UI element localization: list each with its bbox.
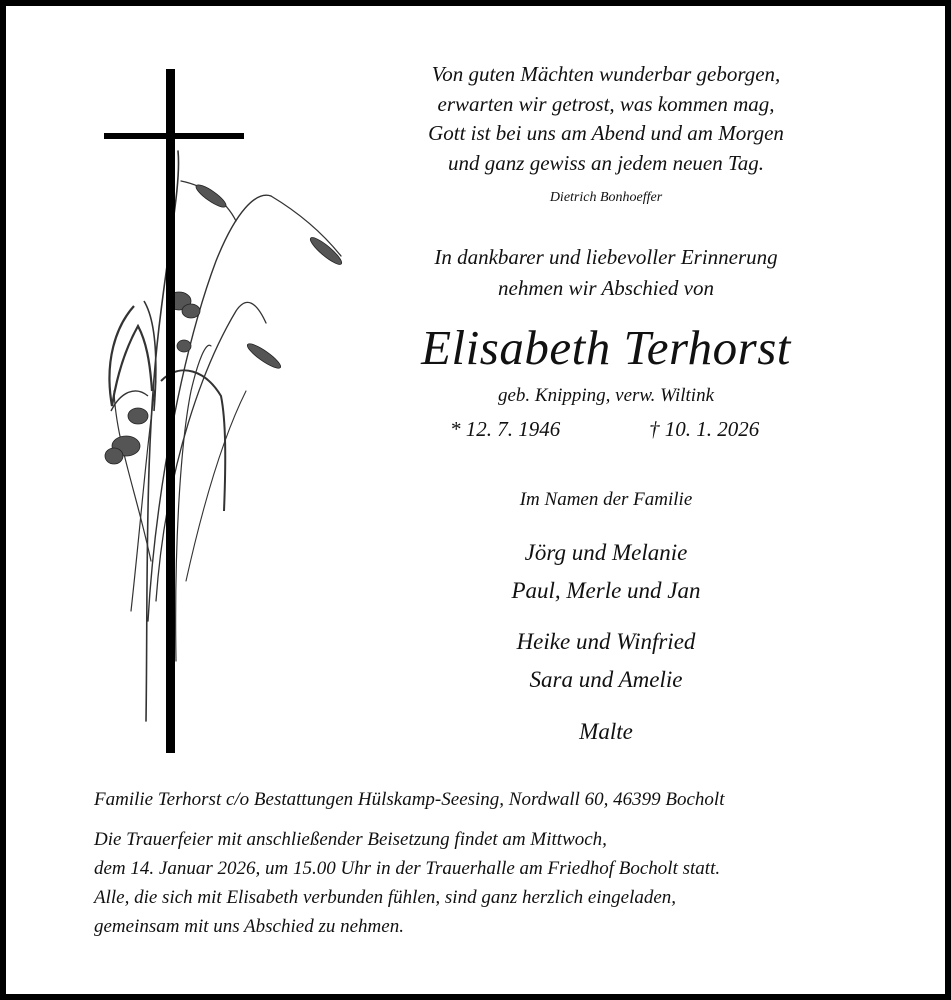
grain-stalks: [114, 151, 341, 721]
family-member-line: Paul, Merle und Jan: [511, 578, 701, 603]
remembrance-text: [376, 242, 836, 304]
poem: [376, 60, 836, 178]
family-group: [376, 534, 836, 610]
family-member-line: Sara und Amelie: [529, 667, 683, 692]
ceremony-line: gemeinsam mit uns Abschied zu nehmen.: [94, 916, 404, 937]
ceremony-info: [94, 825, 720, 941]
birth-names: geb. Knipping, verw. Wiltink: [497, 385, 714, 406]
family-member-line: Jörg und Melanie: [524, 540, 688, 565]
family-label: Im Namen der Familie: [519, 489, 693, 510]
ceremony-line: dem 14. Januar 2026, um 15.00 Uhr in der Trauerhalle am Friedhof Bocholt statt.: [94, 858, 721, 879]
family-group: [376, 623, 836, 699]
poem-author: Dietrich Bonhoeffer: [549, 190, 663, 205]
birth-date: * 12. 7. 1946: [450, 417, 561, 441]
poem-line: Gott ist bei uns am Abend und am Morgen: [428, 121, 784, 145]
poem-line: und ganz gewiss an jedem neuen Tag.: [448, 150, 764, 175]
remembrance-line: nehmen wir Abschied von: [498, 276, 714, 300]
poem-line: Von guten Mächten wunderbar geborgen,: [431, 62, 781, 86]
poem-line: erwarten wir getrost, was kommen mag,: [437, 91, 775, 116]
contact-address: Familie Terhorst c/o Bestattungen Hülskamp-Seesing, Nordwall 60, 46399 Bocholt: [94, 789, 725, 810]
family-member-line: Heike und Winfried: [516, 629, 696, 654]
deceased-name: Elisabeth Terhorst: [421, 320, 791, 375]
family-member-line: Malte: [579, 719, 633, 744]
cross-with-grain-illustration: [86, 61, 376, 761]
ceremony-line: Die Trauerfeier mit anschließender Beisetzung findet am Mittwoch,: [94, 829, 607, 850]
remembrance-line: In dankbarer und liebevoller Erinnerung: [434, 245, 778, 269]
family-group: [376, 713, 836, 751]
ceremony-line: Alle, die sich mit Elisabeth verbunden fühlen, sind ganz herzlich eingeladen,: [94, 887, 677, 908]
death-date: † 10. 1. 2026: [649, 417, 760, 441]
